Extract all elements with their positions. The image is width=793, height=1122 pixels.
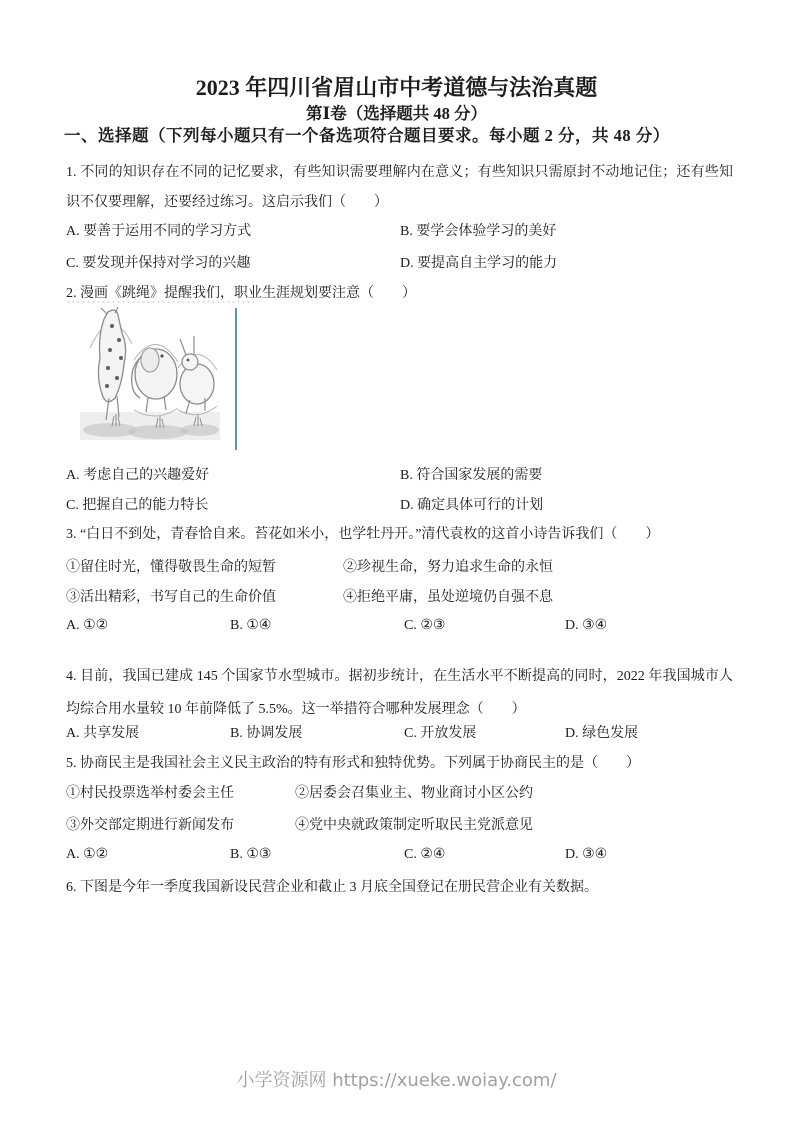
option-d: D. ③④ [565, 847, 608, 862]
option-b: B. 要学会体验学习的美好 [400, 224, 557, 239]
option-c: C. ②④ [404, 847, 446, 862]
option-a: A. ①② [66, 618, 109, 633]
option-a: A. 考虑自己的兴趣爱好 [66, 468, 210, 483]
option-b: B. 协调发展 [230, 726, 303, 741]
item-1: ①村民投票选举村委会主任 [66, 786, 234, 801]
question-1-stem: 1. 不同的知识存在不同的记忆要求，有些知识需要理解内在意义；有些知识只需原封不动地记住；还有些知识不仅要理解，还要经过练习。这启示我们（ ） [66, 165, 733, 210]
question-5-stem: 5. 协商民主是我国社会主义民主政治的特有形式和独特优势。下列属于协商民主的是（ ） [66, 756, 640, 771]
question-2-options-row-1 [66, 464, 733, 484]
item-2: ②居委会召集业主、物业商讨小区公约 [295, 786, 533, 801]
question-2-stem: 2. 漫画《跳绳》提醒我们，职业生涯规划要注意（ ） [66, 286, 416, 301]
item-3: ③外交部定期进行新闻发布 [66, 818, 234, 833]
option-c: C. 把握自己的能力特长 [66, 498, 209, 513]
option-d: D. ③④ [565, 618, 608, 633]
question-3-items-row-2 [66, 586, 733, 606]
rabbit-figure [180, 336, 214, 413]
option-c: C. ②③ [404, 618, 446, 633]
item-3: ③活出精彩，书写自己的生命价值 [66, 590, 276, 605]
jump-rope-cartoon [78, 306, 222, 448]
option-a: A. 要善于运用不同的学习方式 [66, 224, 252, 239]
question-5-answer-row [66, 846, 733, 863]
question-4-answer-row [66, 722, 733, 742]
option-d: D. 要提高自主学习的能力 [400, 256, 558, 271]
footer-watermark: 小学资源网 https://xueke.woiay.com/ [236, 1070, 557, 1091]
option-a: A. ①② [66, 847, 109, 862]
question-3-answer-row [66, 617, 733, 634]
option-d: D. 确定具体可行的计划 [400, 498, 544, 513]
question-4-stem: 4. 目前，我国已建成 145 个国家节水型城市。据初步统计，在生活水平不断提高的同时，2022 年我国城市人均综合用水量较 10 年前降低了 5.5%。这一举措符合哪种发展理念（ ） [66, 669, 733, 717]
page-title: 2023 年四川省眉山市中考道德与法治真题 [195, 75, 598, 100]
section-heading: 一、选择题（下列每小题只有一个备选项符合题目要求。每小题 2 分，共 48 分） [64, 126, 670, 145]
option-b: B. ①③ [230, 847, 272, 862]
option-d: D. 绿色发展 [565, 726, 639, 741]
item-4: ④党中央就政策制定听取民主党派意见 [295, 818, 533, 833]
item-2: ②珍视生命，努力追求生命的永恒 [343, 560, 553, 575]
question-3-items-row-1 [66, 556, 733, 576]
scan-artifact-line [66, 300, 256, 304]
elephant-figure [132, 348, 177, 412]
option-a: A. 共享发展 [66, 726, 140, 741]
question-3-stem: 3. “白日不到处，青春恰自来。苔花如米小，也学牡丹开。”清代袁枚的这首小诗告诉我们（ ） [66, 527, 660, 542]
question-5-items-row-1 [66, 782, 733, 802]
question-5-items-row-2 [66, 814, 733, 834]
question-1-options-row-2 [66, 252, 733, 272]
option-b: B. 符合国家发展的需要 [400, 468, 543, 483]
option-c: C. 要发现并保持对学习的兴趣 [66, 256, 251, 271]
item-1: ①留住时光，懂得敬畏生命的短暂 [66, 560, 276, 575]
question-2-options-row-2 [66, 494, 733, 514]
option-b: B. ①④ [230, 618, 272, 633]
vertical-divider-line [235, 308, 237, 450]
option-c: C. 开放发展 [404, 726, 477, 741]
giraffe-figure [98, 307, 125, 420]
volume-heading: 第Ⅰ卷（选择题共 48 分） [306, 104, 487, 123]
question-1-options-row-1 [66, 220, 733, 240]
item-4: ④拒绝平庸，虽处逆境仍自强不息 [343, 590, 553, 605]
question-6-stem: 6. 下图是今年一季度我国新设民营企业和截止 3 月底全国登记在册民营企业有关数据。 [66, 880, 598, 895]
